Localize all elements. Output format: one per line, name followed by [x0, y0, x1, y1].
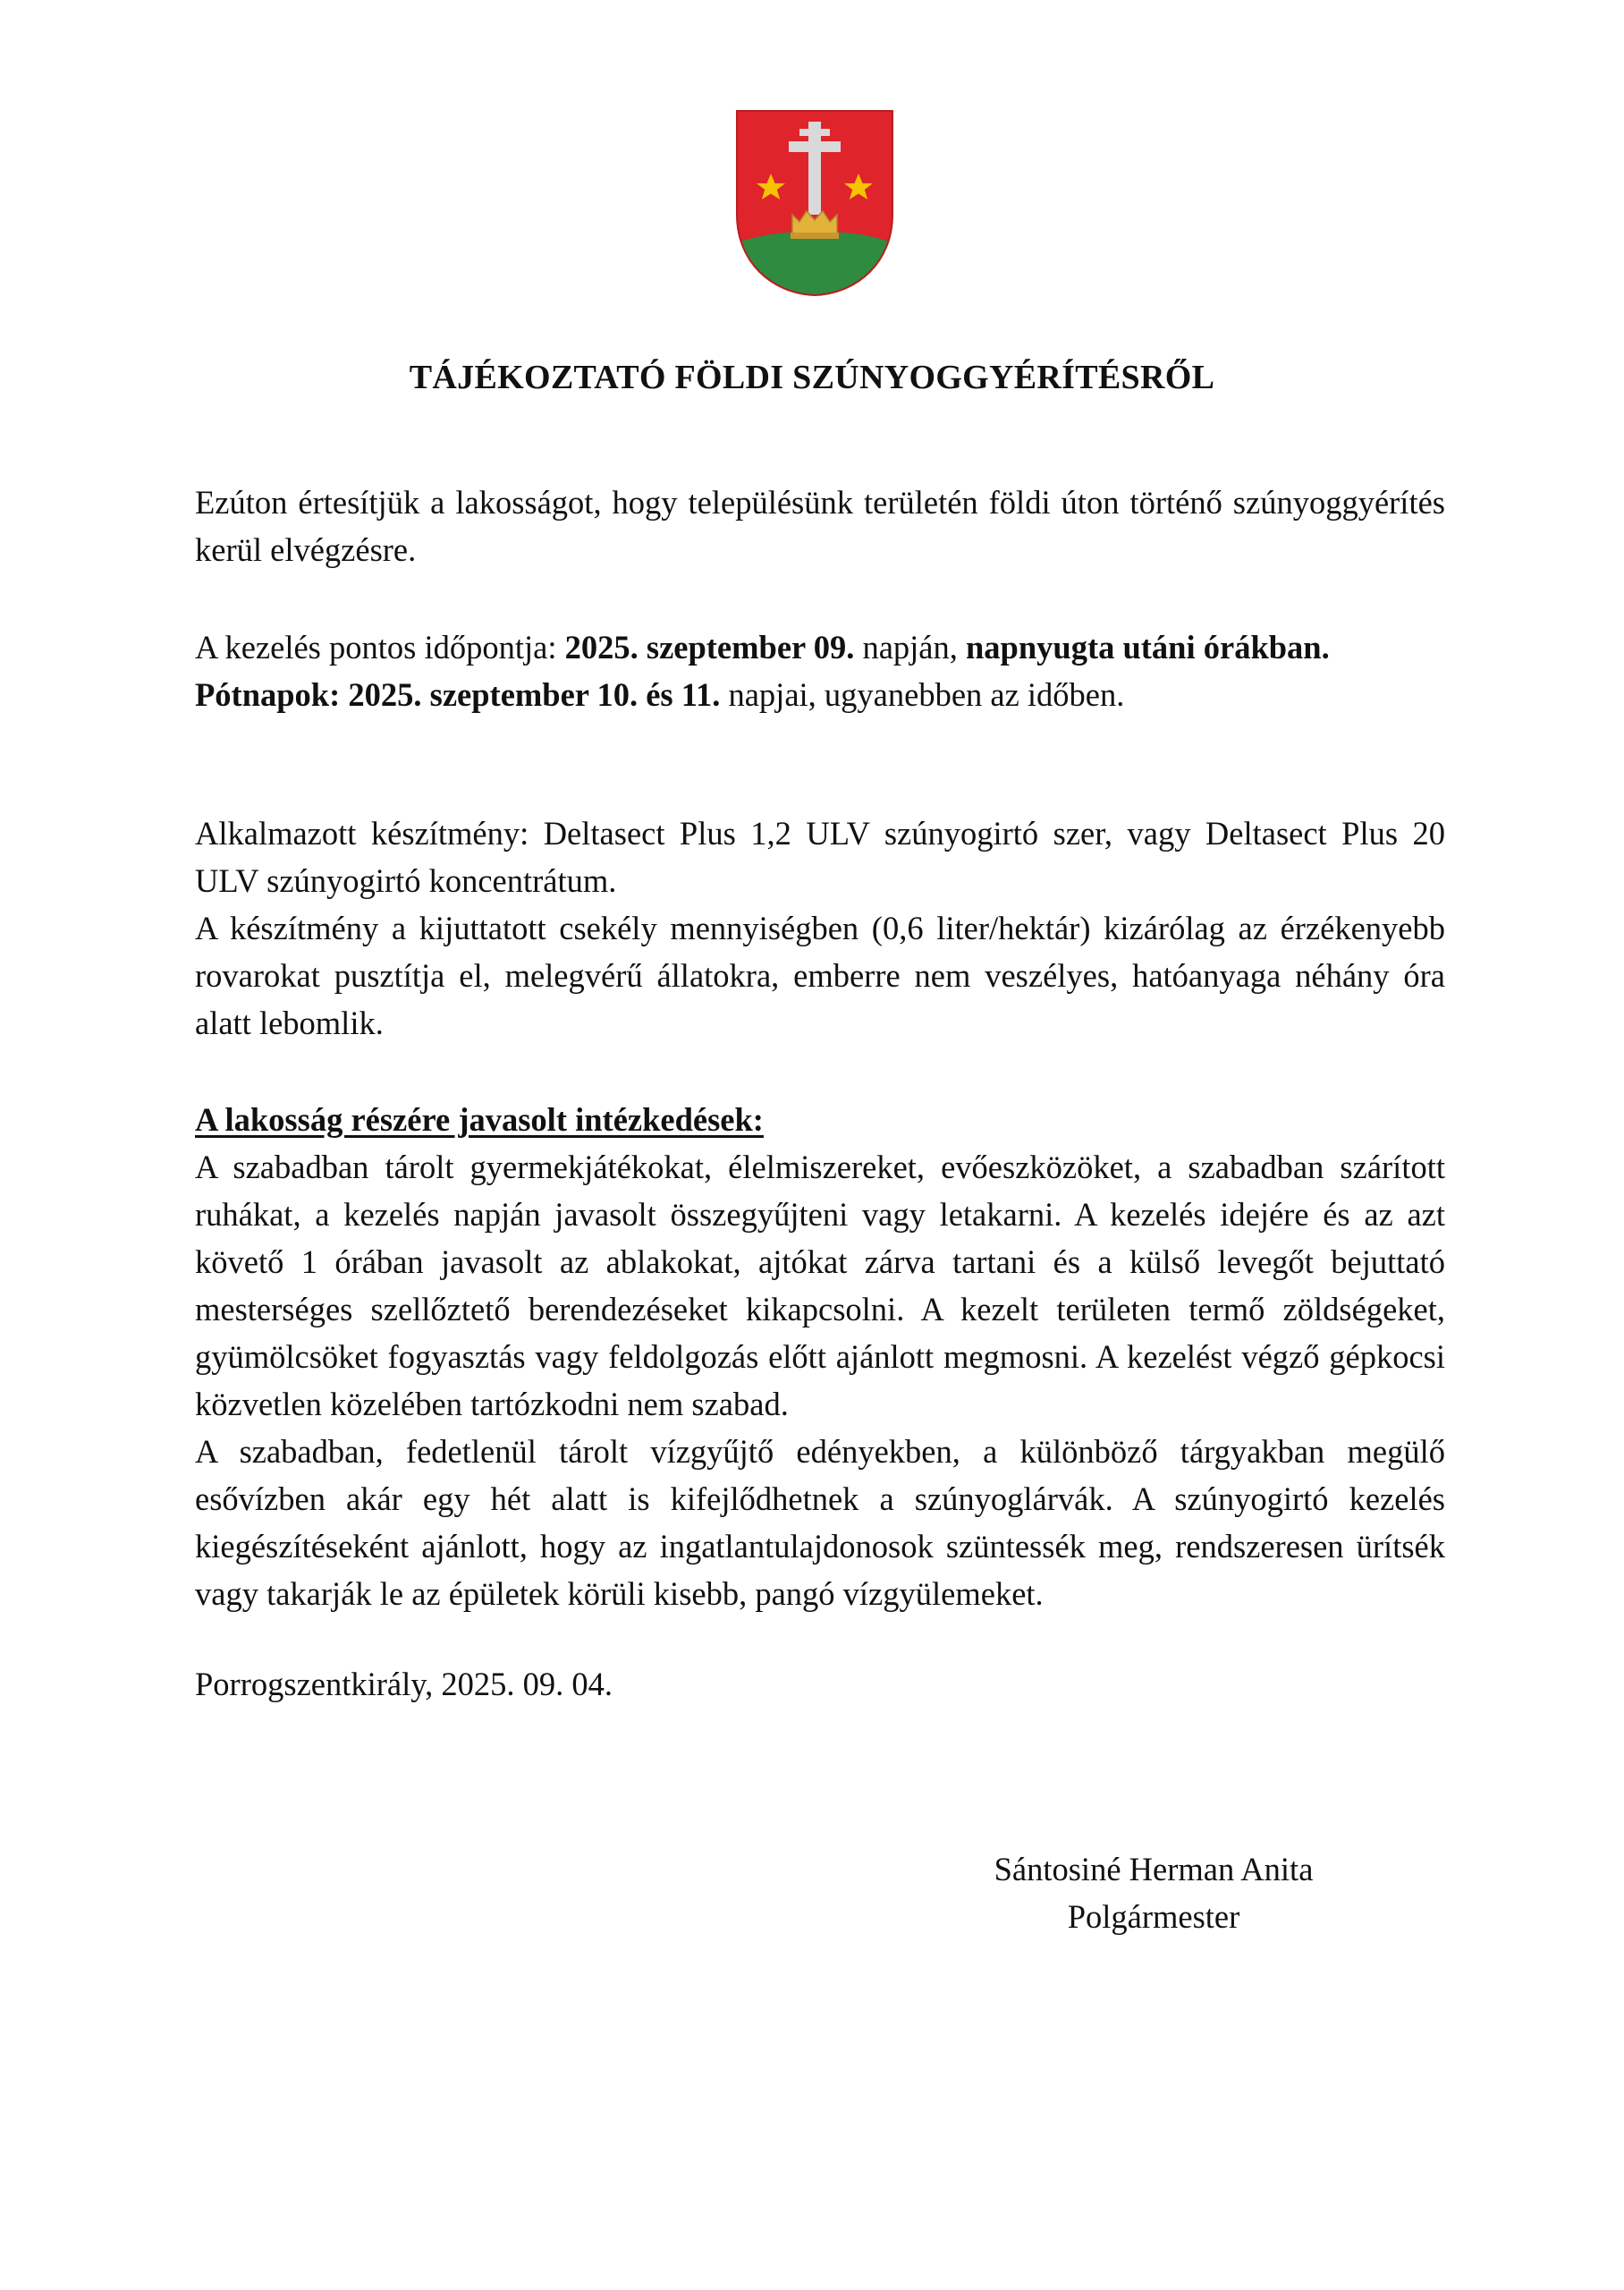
measures-heading-text: A lakosság részére javasolt intézkedések:: [195, 1101, 764, 1138]
treatment-date: 2025. szeptember 09.: [564, 629, 855, 666]
intro-paragraph: [195, 479, 1445, 573]
backup-days-suffix: napjai, ugyanebben az időben.: [720, 676, 1125, 713]
schedule-mid: napján,: [854, 629, 966, 666]
document-title: TÁJÉKOZTATÓ FÖLDI SZÚNYOGGYÉRÍTÉSRŐL: [409, 359, 1215, 396]
backup-days: Pótnapok: 2025. szeptember 10. és 11.: [195, 676, 721, 713]
schedule-paragraph: [195, 623, 1445, 718]
schedule-line-2: [195, 671, 1445, 718]
measures-text-2: A szabadban, fedetlenül tárolt vízgyűjtő edényekben, a különböző tárgyakban megülő esővízben akár egy hét alatt is kifejlődhetnek a szúnyoglárvák. A szúnyogirtó kezelés kiegészítéseként ajánlott, hogy az ingatlantulajdonosok szüntessék meg, rendszeresen ürítsék vagy takarják le az épületek körüli kisebb, pangó vízgyülemeket.: [195, 1433, 1445, 1612]
signature-block: [930, 1845, 1377, 1940]
place-date-text: Porrogszentkirály, 2025. 09. 04.: [195, 1666, 613, 1702]
signatory-name: Sántosiné Herman Anita: [994, 1851, 1314, 1887]
measures-text-1: A szabadban tárolt gyermekjátékokat, élelmiszereket, evőeszközöket, a szabadban szárított ruhákat, a kezelés napján javasolt összegyűjteni vagy letakarni. A kezelés idejére és az azt követő 1 órában javasolt az ablakokat, ajtókat zárva tartani és a külső levegőt bejuttató mesterséges szellőztető berendezéseket kikapcsolni. A kezelt területen termő zöldségeket, gyümölcsöket fogyasztás vagy feldolgozás előtt ajánlott megmosni. A kezelést végző gépkocsi közvetlen közelében tartózkodni nem szabad.: [195, 1149, 1445, 1422]
place-date: [195, 1660, 1445, 1708]
measures-heading: [195, 1096, 1445, 1143]
municipal-coat-of-arms-icon: [735, 109, 894, 297]
product-effect-text: A készítmény a kijuttatott csekély mennyiségben (0,6 liter/hektár) kizárólag az érzékenyebb rovarokat pusztítja el, melegvérű állatokra, emberre nem veszélyes, hatóanyaga néhány óra alatt lebomlik.: [195, 910, 1445, 1041]
intro-text: Ezúton értesítjük a lakosságot, hogy településünk területén földi úton történő szúnyoggyérítés kerül elvégzésre.: [195, 484, 1445, 568]
schedule-prefix: A kezelés pontos időpontja:: [195, 629, 565, 666]
product-text: Alkalmazott készítmény: Deltasect Plus 1,2 ULV szúnyogirtó szer, vagy Deltasect Plus 20 ULV szúnyogirtó koncentrátum.: [195, 815, 1445, 899]
signatory-role: Polgármester: [1067, 1898, 1240, 1935]
measures-section: [195, 1096, 1445, 1617]
schedule-line-1: [195, 623, 1445, 671]
treatment-time: napnyugta utáni órákban.: [966, 629, 1330, 666]
product-paragraph: [195, 810, 1445, 1047]
